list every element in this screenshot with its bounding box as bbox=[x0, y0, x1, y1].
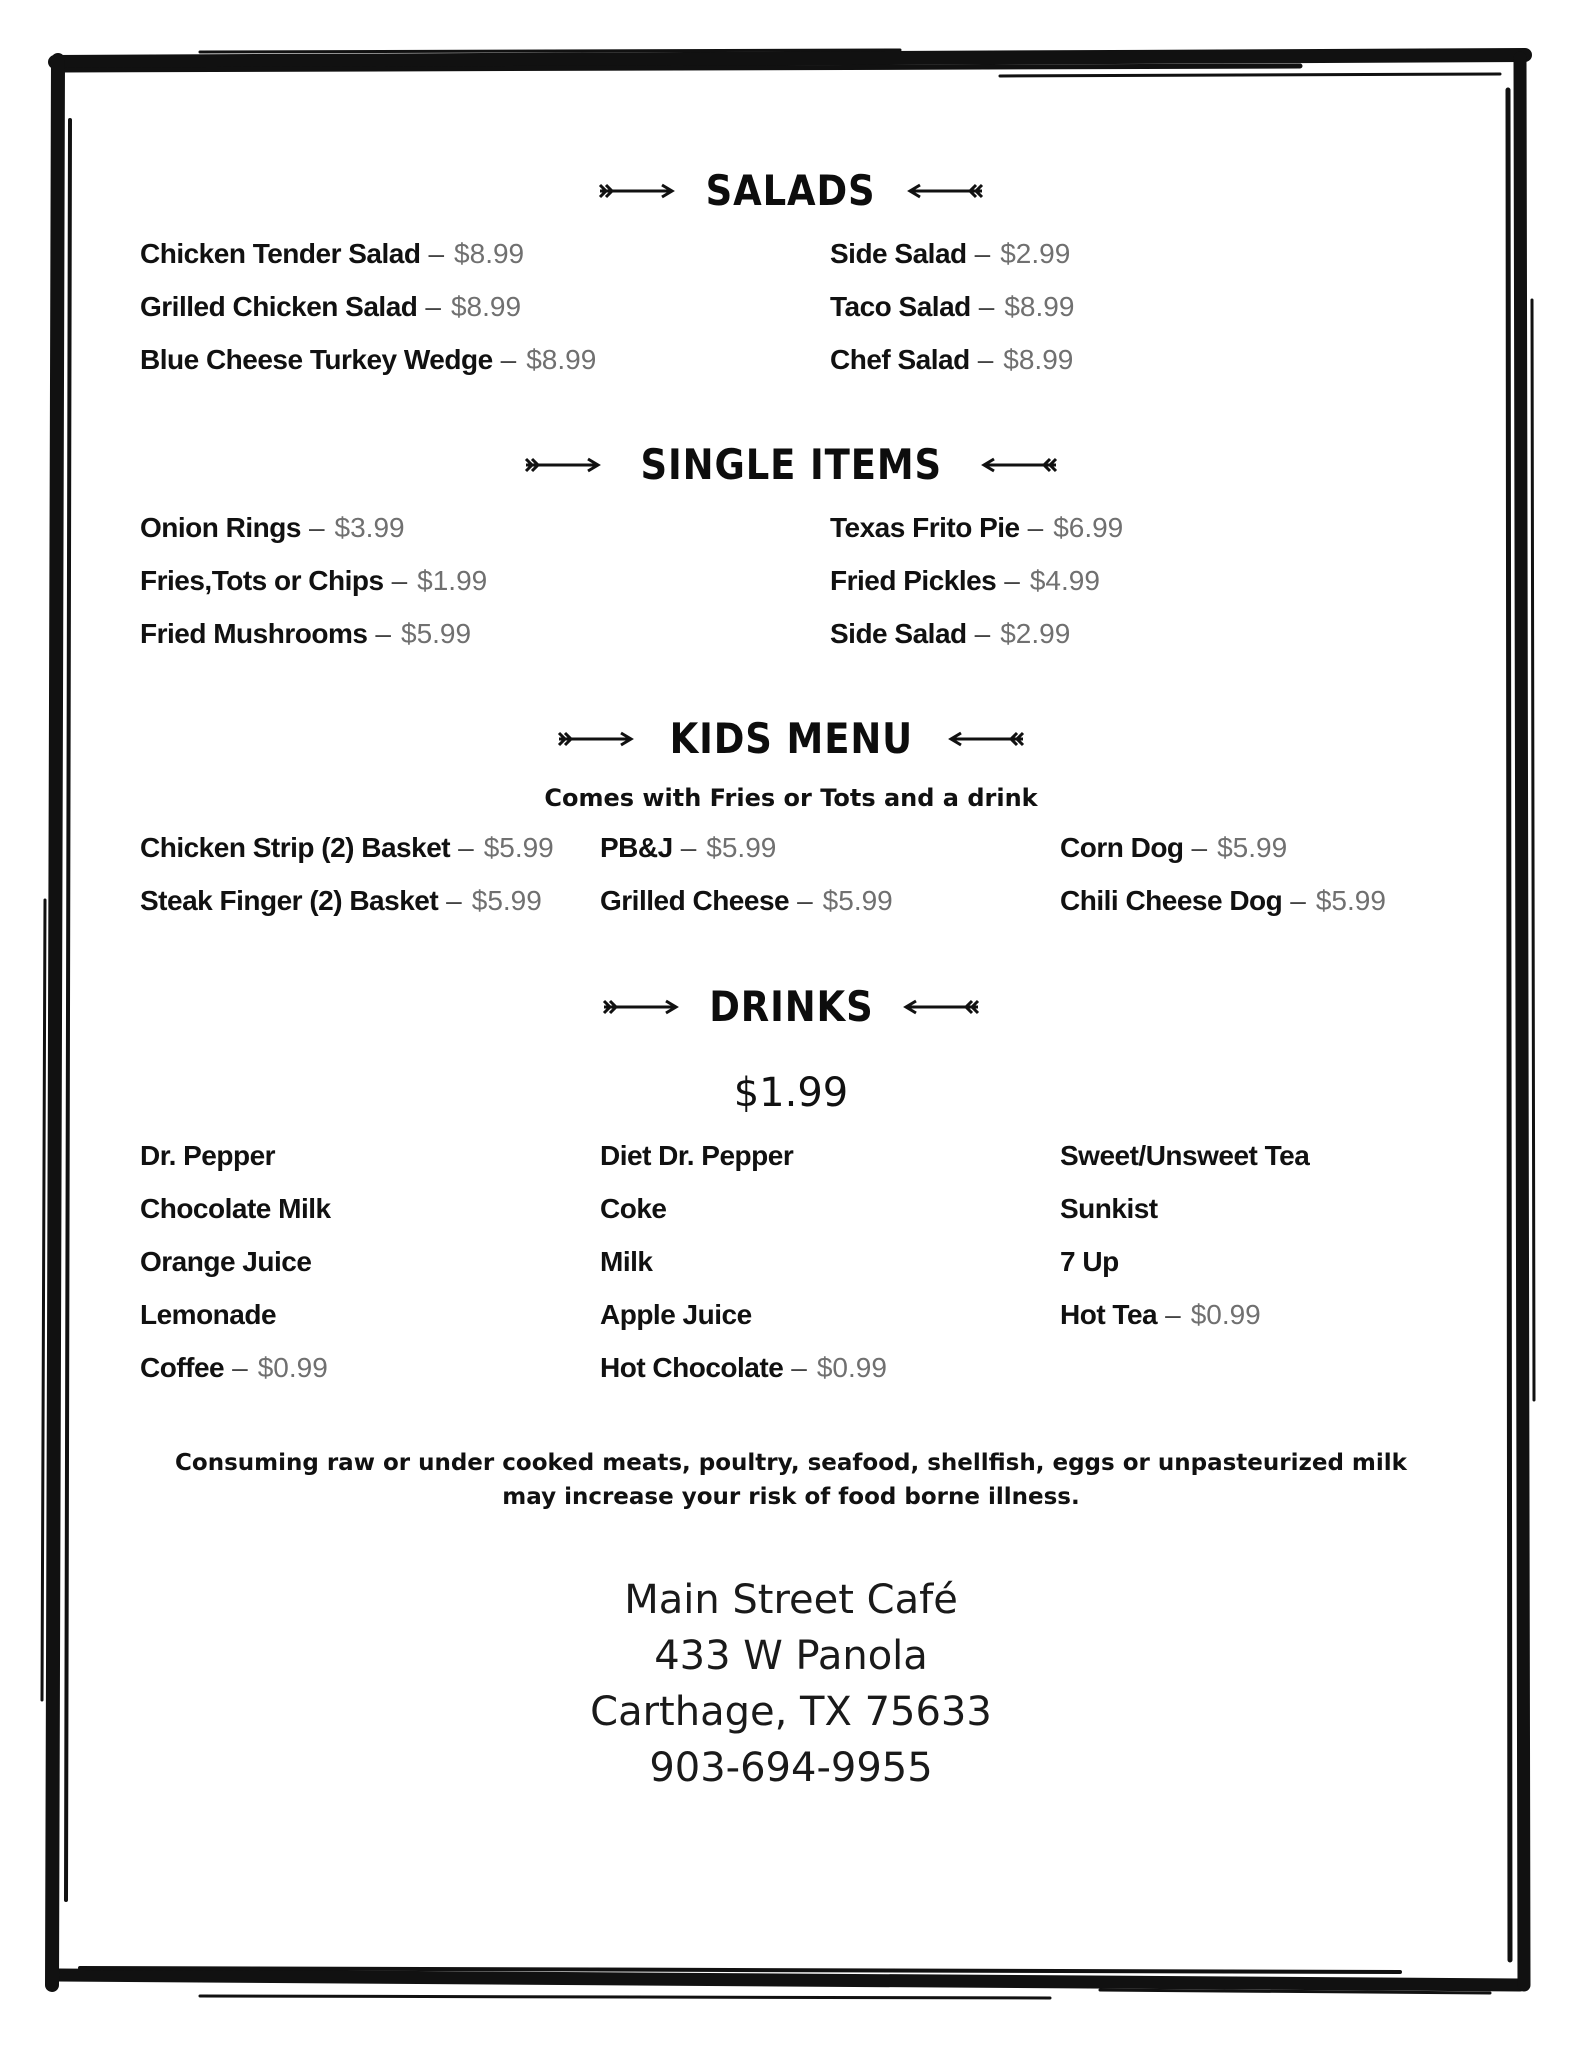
kids-menu-title: KIDS MENU bbox=[669, 714, 913, 763]
item-name: Grilled Cheese bbox=[600, 885, 790, 916]
food-safety-warning: Consuming raw or under cooked meats, poultry, seafood, shellfish, eggs or unpasteurized milk may increase your risk of food borne illness. bbox=[175, 1450, 1407, 1510]
item-dash: – bbox=[1027, 512, 1044, 543]
menu-item bbox=[830, 618, 1070, 650]
item-price: $4.99 bbox=[1029, 565, 1100, 596]
salads-title: SALADS bbox=[706, 166, 876, 215]
item-price: $5.99 bbox=[1315, 885, 1386, 916]
menu-item bbox=[140, 291, 521, 323]
kids-menu-heading bbox=[0, 714, 1582, 763]
drink-item bbox=[1060, 1193, 1158, 1225]
menu-item bbox=[140, 512, 405, 544]
item-price: $2.99 bbox=[1000, 618, 1071, 649]
item-dash: – bbox=[500, 344, 517, 375]
drinks-price: $1.99 bbox=[733, 1070, 849, 1116]
item-name: Sunkist bbox=[1060, 1193, 1158, 1224]
item-price: $6.99 bbox=[1053, 512, 1124, 543]
menu-item bbox=[830, 238, 1070, 270]
menu-item bbox=[140, 885, 542, 917]
menu-item bbox=[830, 291, 1074, 323]
item-dash: – bbox=[391, 565, 408, 596]
item-dash: – bbox=[1004, 565, 1020, 596]
item-name: Chicken Strip (2) Basket bbox=[140, 832, 451, 863]
left-arrow-icon bbox=[980, 454, 1060, 476]
drink-item bbox=[140, 1246, 311, 1278]
item-name: Hot Chocolate bbox=[600, 1352, 784, 1383]
drink-item bbox=[140, 1140, 275, 1172]
drink-item bbox=[600, 1140, 793, 1172]
item-price: $8.99 bbox=[450, 291, 522, 322]
item-name: Coffee bbox=[140, 1352, 225, 1383]
item-name: Grilled Chicken Salad bbox=[140, 291, 418, 322]
item-name: 7 Up bbox=[1060, 1246, 1119, 1277]
item-price: $1.99 bbox=[417, 565, 488, 596]
menu-item bbox=[1060, 885, 1386, 917]
menu-item bbox=[600, 885, 893, 917]
item-dash: – bbox=[1165, 1299, 1181, 1330]
item-dash: – bbox=[1290, 885, 1306, 916]
item-dash: – bbox=[791, 1352, 807, 1383]
item-name: Taco Salad bbox=[830, 291, 971, 322]
drink-item bbox=[1060, 1246, 1119, 1278]
item-name: Blue Cheese Turkey Wedge bbox=[140, 344, 493, 375]
item-dash: – bbox=[425, 291, 441, 322]
item-dash: – bbox=[375, 618, 391, 649]
item-dash: – bbox=[308, 512, 325, 543]
item-dash: – bbox=[428, 238, 445, 269]
item-dash: – bbox=[680, 832, 697, 863]
salads-heading bbox=[0, 166, 1582, 215]
item-name: Side Salad bbox=[830, 618, 967, 649]
drink-item bbox=[600, 1193, 666, 1225]
item-dash: – bbox=[977, 344, 994, 375]
item-dash: – bbox=[978, 291, 995, 322]
item-price: $8.99 bbox=[1004, 291, 1075, 322]
item-price: $0.99 bbox=[1190, 1299, 1261, 1330]
right-arrow-icon bbox=[555, 728, 635, 750]
item-price: $3.99 bbox=[334, 512, 405, 543]
item-name: Apple Juice bbox=[600, 1299, 752, 1330]
drink-item bbox=[600, 1299, 752, 1331]
right-arrow-icon bbox=[596, 180, 676, 202]
menu-item bbox=[140, 832, 554, 864]
item-dash: – bbox=[446, 885, 462, 916]
item-name: Fried Pickles bbox=[830, 565, 997, 596]
item-name: Steak Finger (2) Basket bbox=[140, 885, 439, 916]
item-price: $5.99 bbox=[706, 832, 777, 863]
item-dash: – bbox=[232, 1352, 248, 1383]
drink-item bbox=[600, 1352, 887, 1384]
item-dash: – bbox=[1191, 832, 1208, 863]
drinks-heading bbox=[0, 982, 1582, 1031]
drink-item bbox=[140, 1193, 331, 1225]
menu-item bbox=[830, 565, 1100, 597]
item-name: Fried Mushrooms bbox=[140, 618, 368, 649]
item-name: Chicken Tender Salad bbox=[140, 238, 421, 269]
item-name: Milk bbox=[600, 1246, 653, 1277]
drinks-title: DRINKS bbox=[708, 982, 874, 1031]
left-arrow-icon bbox=[902, 996, 982, 1018]
single-items-heading bbox=[0, 440, 1582, 489]
drink-item bbox=[600, 1246, 652, 1278]
item-price: $5.99 bbox=[483, 832, 554, 863]
item-name: Diet Dr. Pepper bbox=[600, 1140, 794, 1171]
drink-item bbox=[140, 1299, 276, 1331]
menu-item bbox=[140, 238, 524, 270]
item-price: $5.99 bbox=[401, 618, 472, 649]
item-price: $0.99 bbox=[816, 1352, 887, 1383]
item-name: Chef Salad bbox=[830, 344, 970, 375]
item-name: Dr. Pepper bbox=[140, 1140, 276, 1171]
item-name: Corn Dog bbox=[1060, 832, 1184, 863]
menu-item bbox=[600, 832, 776, 864]
cafe-name: Main Street Café bbox=[624, 1577, 958, 1623]
item-price: $5.99 bbox=[1217, 832, 1288, 863]
menu-item bbox=[140, 618, 471, 650]
item-name: Chili Cheese Dog bbox=[1060, 885, 1283, 916]
drink-item bbox=[1060, 1140, 1309, 1172]
item-dash: – bbox=[797, 885, 813, 916]
item-name: Side Salad bbox=[830, 238, 967, 269]
street-address: 433 W Panola bbox=[654, 1633, 928, 1679]
kids-menu-subtitle: Comes with Fries or Tots and a drink bbox=[544, 784, 1038, 812]
item-dash: – bbox=[974, 238, 991, 269]
item-price: $8.99 bbox=[454, 238, 525, 269]
right-arrow-icon bbox=[522, 454, 602, 476]
item-name: Hot Tea bbox=[1060, 1299, 1158, 1330]
drink-item bbox=[140, 1352, 328, 1384]
menu-item bbox=[830, 512, 1123, 544]
menu-item bbox=[1060, 832, 1287, 864]
item-name: Chocolate Milk bbox=[140, 1193, 331, 1224]
right-arrow-icon bbox=[600, 996, 680, 1018]
drink-item bbox=[1060, 1299, 1261, 1331]
item-price: $5.99 bbox=[471, 885, 542, 916]
item-price: $8.99 bbox=[526, 344, 597, 375]
item-name: Fries,Tots or Chips bbox=[140, 565, 384, 596]
item-name: PB&J bbox=[600, 832, 673, 863]
item-name: Texas Frito Pie bbox=[830, 512, 1020, 543]
item-price: $8.99 bbox=[1003, 344, 1074, 375]
item-dash: – bbox=[458, 832, 474, 863]
city-state-zip: Carthage, TX 75633 bbox=[590, 1689, 992, 1735]
item-name: Lemonade bbox=[140, 1299, 277, 1330]
item-name: Coke bbox=[600, 1193, 667, 1224]
item-name: Onion Rings bbox=[140, 512, 301, 543]
item-dash: – bbox=[974, 618, 991, 649]
item-name: Orange Juice bbox=[140, 1246, 312, 1277]
single-items-title: SINGLE ITEMS bbox=[640, 440, 942, 489]
menu-item bbox=[830, 344, 1073, 376]
phone-number: 903-694-9955 bbox=[649, 1745, 933, 1791]
menu-item bbox=[140, 565, 487, 597]
left-arrow-icon bbox=[947, 728, 1027, 750]
item-price: $2.99 bbox=[1000, 238, 1071, 269]
item-price: $0.99 bbox=[257, 1352, 328, 1383]
left-arrow-icon bbox=[906, 180, 986, 202]
address-block bbox=[0, 1572, 1582, 1796]
menu-item bbox=[140, 344, 596, 376]
item-name: Sweet/Unsweet Tea bbox=[1060, 1140, 1310, 1171]
item-price: $5.99 bbox=[822, 885, 893, 916]
